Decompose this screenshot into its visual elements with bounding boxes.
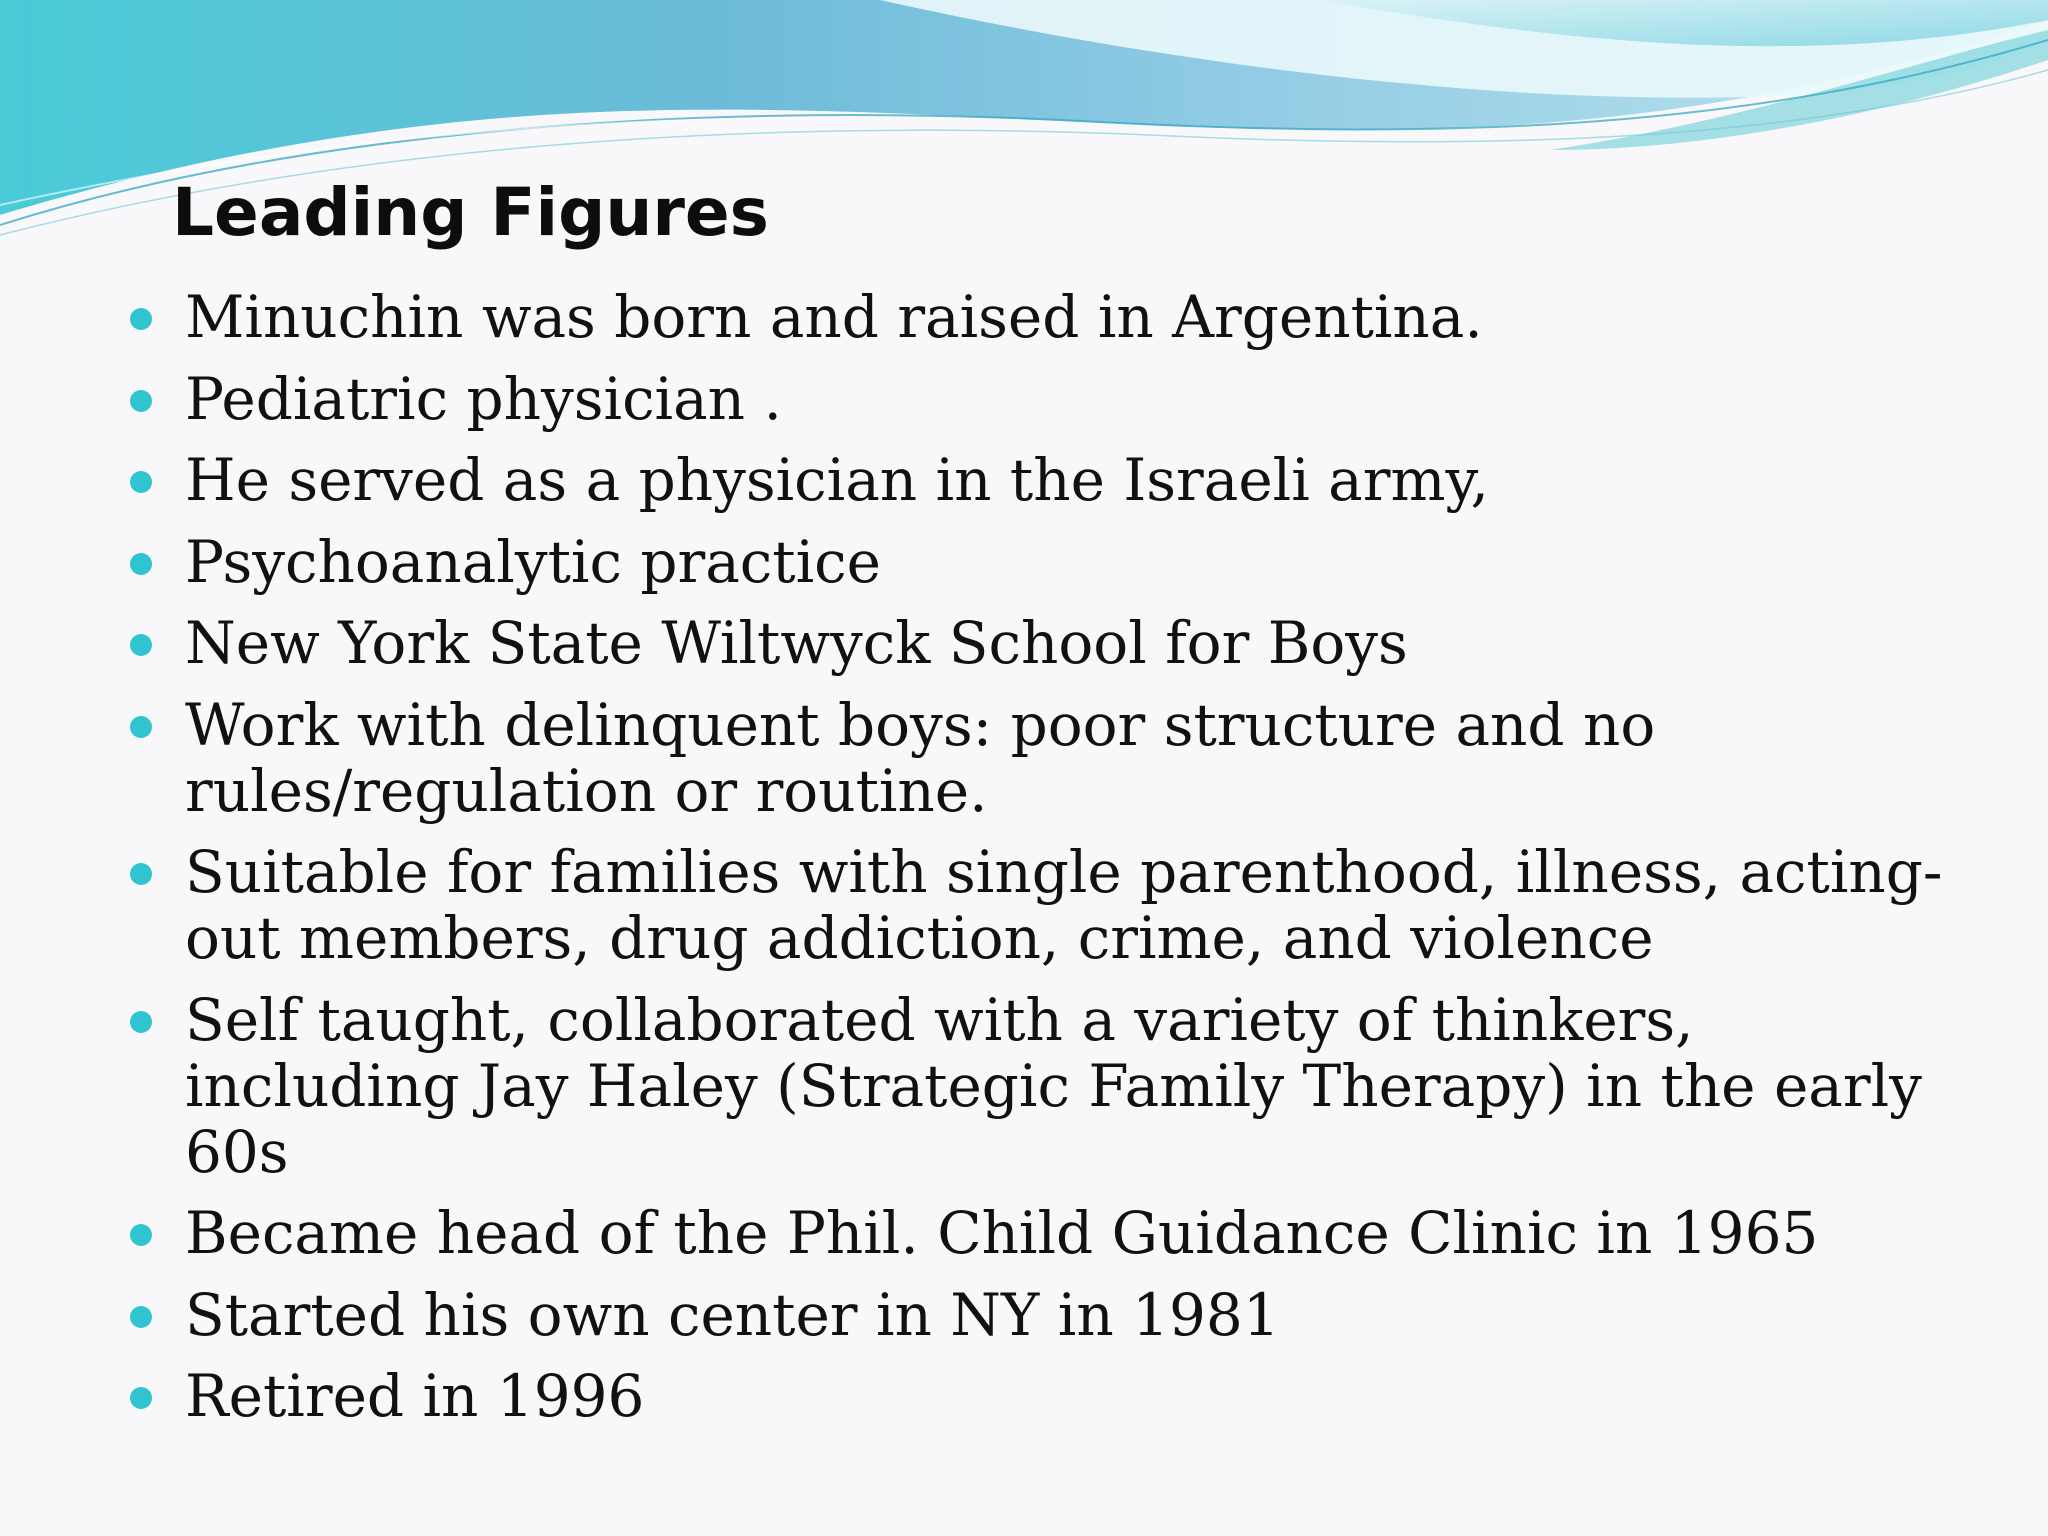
bullet-dot-icon (130, 553, 152, 575)
bullet-item (0, 839, 1985, 971)
bullet-text: Retired in 1996 (185, 1362, 645, 1430)
bullet-dot-icon (130, 471, 152, 493)
bullet-item (0, 610, 1985, 676)
bullet-text: He served as a physician in the Israeli army, (185, 446, 1489, 514)
bullet-dot-icon (130, 863, 152, 885)
bullet-text: Self taught, collaborated with a variety of thinkers, including Jay Haley (Strategic Family Therapy) in the early 60s (185, 985, 1922, 1186)
bullet-item (0, 1282, 1985, 1348)
bullet-item (0, 1200, 1985, 1266)
slide-title: Leading Figures (172, 174, 769, 251)
bullet-dot-icon (130, 716, 152, 738)
bullet-item (0, 692, 1985, 824)
bullet-text: Minuchin was born and raised in Argentina. (185, 283, 1483, 351)
bullet-text: Work with delinquent boys: poor structure and no rules/regulation or routine. (185, 690, 1656, 825)
bullet-dot-icon (130, 390, 152, 412)
bullet-item (0, 366, 1985, 432)
bullet-dot-icon (130, 1306, 152, 1328)
bullet-item (0, 987, 1985, 1185)
bullet-item (0, 529, 1985, 595)
bullet-item (0, 284, 1985, 350)
bullet-item (0, 1363, 1985, 1429)
bullet-text: Pediatric physician . (185, 364, 782, 433)
bullet-list (0, 284, 2048, 1445)
bullet-text: Became head of the Phil. Child Guidance Clinic in 1965 (185, 1199, 1819, 1267)
bullet-dot-icon (130, 634, 152, 656)
bullet-dot-icon (130, 1011, 152, 1033)
bullet-dot-icon (130, 308, 152, 330)
bullet-text: Suitable for families with single parenthood, illness, acting- out members, drug addiction, crime, and violence (185, 838, 1943, 972)
bullet-text: New York State Wiltwyck School for Boys (185, 609, 1408, 677)
bullet-text: Psychoanalytic practice (185, 527, 881, 596)
bullet-dot-icon (130, 1387, 152, 1409)
bullet-item (0, 447, 1985, 513)
bullet-dot-icon (130, 1224, 152, 1246)
bullet-text: Started his own center in NY in 1981 (185, 1280, 1280, 1349)
